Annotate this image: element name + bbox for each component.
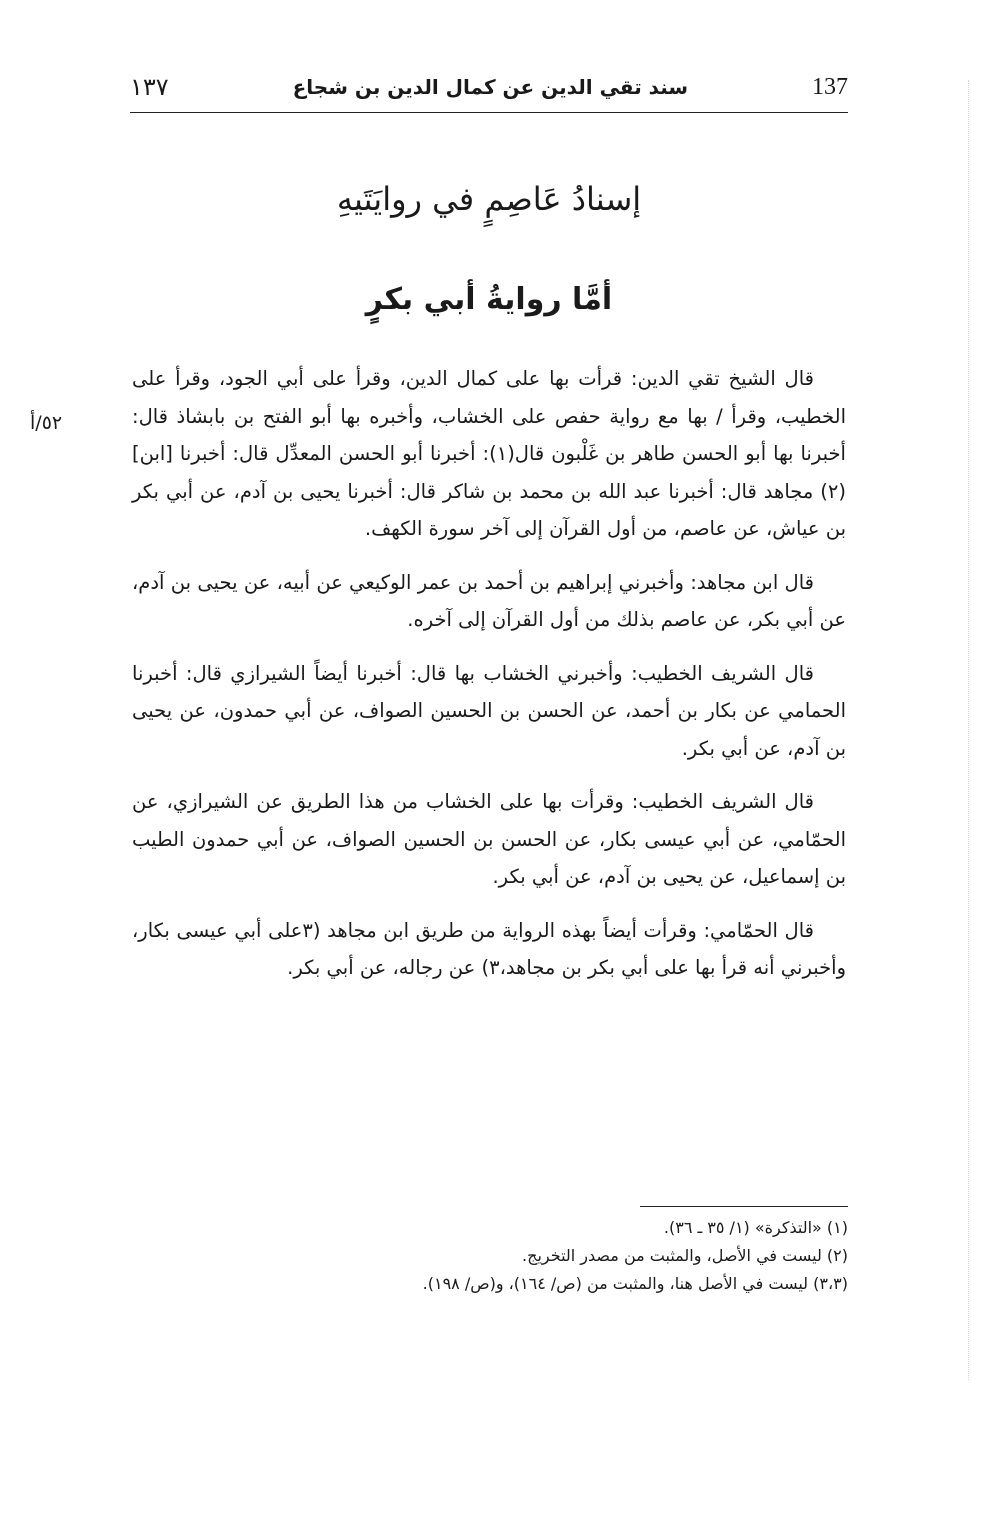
- paragraph: قال ابن مجاهد: وأخبرني إبراهيم بن أحمد بن عمر الوكيعي عن أبيه، عن يحيى بن آدم، عن أبي بكر، عن عاصم بذلك من أول القرآن إلى آخره.: [132, 570, 846, 631]
- footnotes: [132, 1214, 848, 1298]
- footnote: (١) «التذكرة» (١/ ٣٥ ـ ٣٦).: [663, 1218, 848, 1237]
- footnote-divider: [640, 1206, 848, 1207]
- manuscript-folio-marker: ٥٢/أ: [30, 412, 63, 434]
- paragraph: قال الشريف الخطيب: وأخبرني الخشاب بها قال: أخبرنا أيضاً الشيرازي قال: أخبرنا الحمامي عن بكار بن أحمد، عن الحسن بن الحسين الصواف، عن أبي حمدون، عن يحيى بن آدم، عن أبي بكر.: [132, 661, 846, 760]
- body-text: [132, 360, 846, 1003]
- footnote: (٢) ليست في الأصل، والمثبت من مصدر التخريج.: [522, 1246, 848, 1265]
- chapter-title: إسنادُ عَاصِمٍ في روايَتَيهِ: [336, 180, 642, 218]
- paragraph: قال الشيخ تقي الدين: قرأت بها على كمال الدين، وقرأ على أبي الجود، وقرأ على الخطيب، وقرأ / بها مع رواية حفص على الخشاب، وأخبره بها أبو الفتح بن بابشاذ قال: أخبرنا بها أبو الحسن طاهر بن غَلْبون قال(١): أخبرنا أبو الحسن المعدِّل قال: أخبرنا [ابن](٢) مجاهد قال: أخبرنا عبد الله بن محمد بن شاكر قال: أخبرنا يحيى بن آدم، عن أبي بكر بن عياش، عن عاصم، من أول القرآن إلى آخر سورة الكهف.: [132, 367, 846, 540]
- page-number-arabic: ١٣٧: [130, 73, 169, 101]
- footnote: (٣،٣) ليست في الأصل هنا، والمثبت من (ص/ ١٦٤)، و(ص/ ١٩٨).: [422, 1274, 848, 1293]
- paragraph: قال الشريف الخطيب: وقرأت بها على الخشاب من هذا الطريق عن الشيرازي، عن الحمّامي، عن أبي عيسى بكار، عن الحسن بن الحسين الصواف، عن أبي حمدون الطيب بن إسماعيل، عن يحيى بن آدم، عن أبي بكر.: [132, 790, 846, 888]
- scan-edge: [968, 80, 969, 1380]
- paragraph: قال الحمّامي: وقرأت أيضاً بهذه الرواية من طريق ابن مجاهد (٣على أبي عيسى بكار، وأخبرني أنه قرأ بها على أبي بكر بن مجاهد،٣) عن رجاله، عن أبي بكر.: [132, 918, 846, 979]
- page-header: [130, 62, 848, 113]
- section-title: أمَّا روايةُ أبي بكرٍ: [365, 282, 613, 317]
- running-title: سند تقي الدين عن كمال الدين بن شجاع: [292, 75, 689, 99]
- page-number-latin: 137: [812, 73, 848, 100]
